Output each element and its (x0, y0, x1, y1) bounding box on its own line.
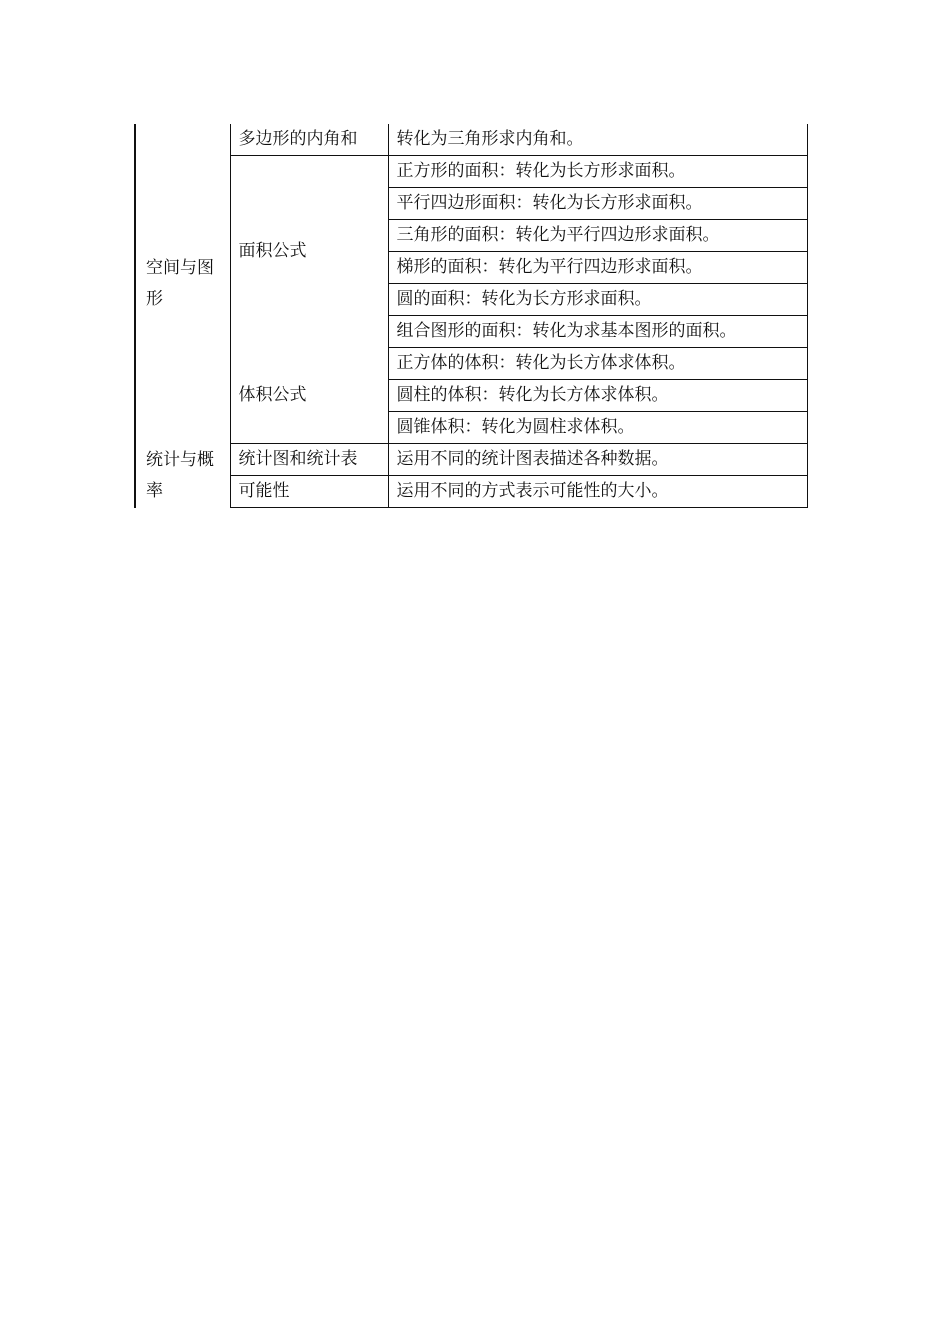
description-cell: 圆柱的体积：转化为长方体求体积。 (388, 380, 807, 412)
subtopic-label: 体积公式 (238, 384, 307, 405)
table-row (135, 124, 807, 156)
description-cell: 圆的面积：转化为长方形求面积。 (388, 284, 807, 316)
subtopic-label: 多边形的内角和 (238, 129, 358, 149)
description-cell: 三角形的面积：转化为平行四边形求面积。 (388, 220, 807, 252)
category-label: 空间与图形 (146, 257, 214, 309)
subtopic-cell (230, 156, 388, 348)
category-cell-stats (135, 444, 230, 508)
description-cell: 转化为三角形求内角和。 (388, 124, 807, 156)
table-row (135, 476, 807, 508)
description-cell: 运用不同的方式表示可能性的大小。 (388, 476, 807, 508)
summary-table-wrapper (134, 124, 806, 508)
subtopic-cell (230, 348, 388, 444)
description-cell: 运用不同的统计图表描述各种数据。 (388, 444, 807, 476)
subtopic-label: 统计图和统计表 (238, 449, 358, 469)
category-cell-space (135, 124, 230, 444)
description-cell: 组合图形的面积：转化为求基本图形的面积。 (388, 316, 807, 348)
table-row (135, 156, 807, 188)
subtopic-cell (230, 444, 388, 476)
subtopic-cell (230, 476, 388, 508)
summary-table (134, 124, 808, 508)
table-row (135, 348, 807, 380)
description-cell: 正方形的面积：转化为长方形求面积。 (388, 156, 807, 188)
subtopic-label: 可能性 (238, 481, 290, 501)
description-cell: 平行四边形面积：转化为长方形求面积。 (388, 188, 807, 220)
table-row (135, 444, 807, 476)
description-cell: 梯形的面积：转化为平行四边形求面积。 (388, 252, 807, 284)
subtopic-cell (230, 124, 388, 156)
description-cell: 正方体的体积：转化为长方体求体积。 (388, 348, 807, 380)
description-cell: 圆锥体积：转化为圆柱求体积。 (388, 412, 807, 444)
category-label: 统计与概率 (146, 449, 214, 501)
subtopic-label: 面积公式 (238, 241, 307, 262)
